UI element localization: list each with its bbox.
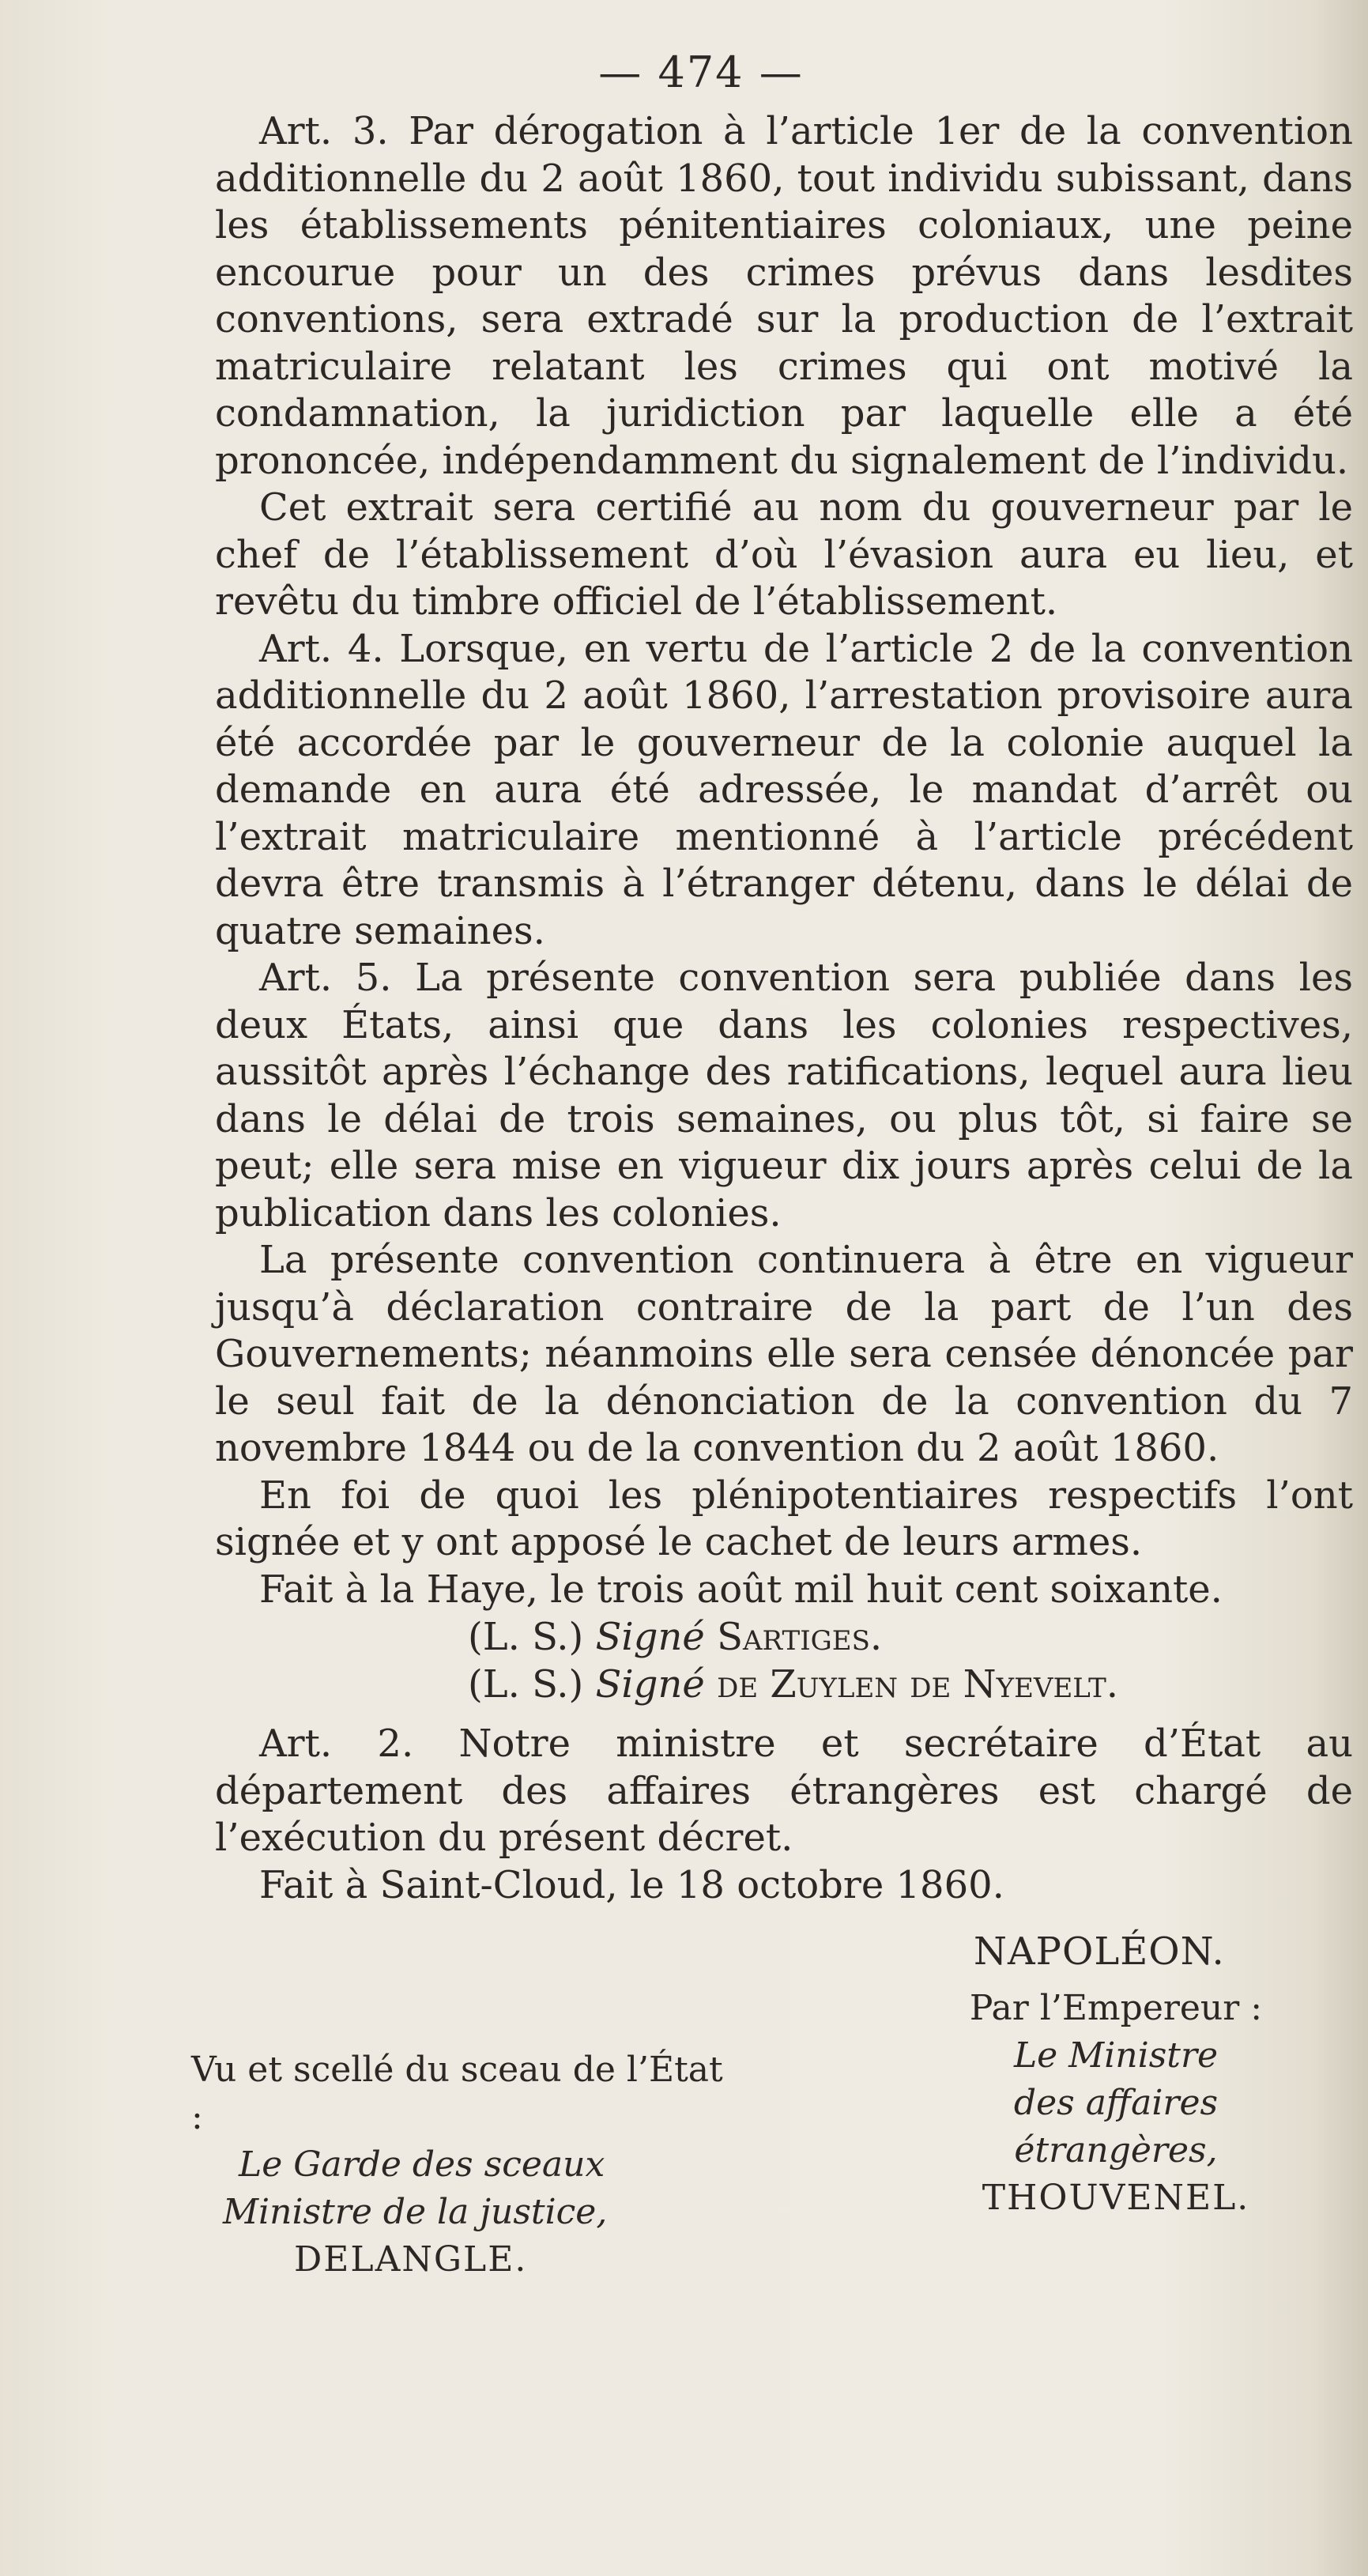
article-2-paragraph: Art. 2. Notre ministre et secrétaire d’État au département des affaires étrangères est chargé de l’exécution du présent décret. (215, 1722, 1353, 1860)
keeper-title: Le Garde des sceaux (239, 2144, 605, 2185)
minister-department: des affaires étrangères, (1013, 2083, 1219, 2171)
seal-mark: (L. S.) (468, 1615, 584, 1659)
certification-paragraph: Cet extrait sera certifié au nom du gouverneur par le chef de l’établissement d’où l’évasion aura eu lieu, et revêtu du timbre officiel de l’établissement. (215, 485, 1353, 624)
signature-sartiges (215, 1613, 1353, 1661)
page-content (191, 47, 1353, 2317)
by-emperor-line: Par l’Empereur : (969, 1988, 1263, 2028)
countersignature-block (191, 1985, 1353, 2317)
witness-paragraph: En foi de quoi les plénipotentiaires respectifs l’ont signée et y ont apposé le cachet de leurs armes. (215, 1473, 1353, 1564)
article-4-paragraph: Art. 4. Lorsque, en vertu de l’article 2 de la convention additionnelle du 2 août 1860, l’arrestation provisoire aura été accordée par le gouverneur de la colonie auquel la demande en aura été adressée, le mandat d’arrêt ou l’extrait matriculaire mentionné à l’article précédent devra être transmis à l’étranger détenu, dans le délai de quatre semaines. (215, 626, 1353, 953)
signatory-name: de Zuylen de Nyevelt. (717, 1662, 1119, 1707)
justice-minister-title: Ministre de la justice, (223, 2192, 608, 2232)
done-at-saint-cloud-line: Fait à Saint-Cloud, le 18 octobre 1860. (259, 1862, 1004, 1907)
signed-label: Signé (595, 1615, 705, 1659)
signatory-name: Sartiges. (717, 1615, 883, 1659)
seal-mark: (L. S.) (468, 1662, 584, 1707)
emperor-signature: NAPOLÉON. (974, 1929, 1225, 1974)
minister-title: Le Ministre (1013, 2035, 1219, 2076)
article-5-paragraph: Art. 5. La présente convention sera publiée dans les deux États, ainsi que dans les colonies respectives, aussitôt après l’échange des ratifications, lequel aura lieu dans le délai de trois semaines, ou plus tôt, si faire se peut; elle sera mise en vigueur dix jours après celui de la publication dans les colonies. (215, 956, 1353, 1235)
signature-zuylen (215, 1661, 1353, 1708)
signed-label: Signé (595, 1662, 705, 1707)
seal-keeper-block (191, 2046, 744, 2284)
article-3-paragraph: Art. 3. Par dérogation à l’article 1er de la convention additionnelle du 2 août 1860, tout individu subissant, dans les établissements pénitentiaires coloniaux, une peine encourue pour un des crimes prévus dans lesdites conventions, sera extradé sur la production de l’extrait matriculaire relatant les crimes qui ont motivé la condamnation, la juridiction par laquelle elle a été prononcée, indépendamment du signalement de l’individu. (215, 109, 1353, 483)
done-at-hague-line: Fait à la Haye, le trois août mil huit cent soixante. (259, 1567, 1223, 1612)
page-number: — 474 — (598, 47, 804, 97)
duration-paragraph: La présente convention continuera à être en vigueur jusqu’à déclaration contraire de la part de l’un des Gouvernements; néanmoins elle sera censée dénoncée par le seul fait de la dénonciation de la convention du 7 novembre 1844 ou de la convention du 2 août 1860. (215, 1238, 1353, 1470)
foreign-minister-block (910, 1985, 1321, 2222)
keeper-name: DELANGLE. (294, 2239, 528, 2280)
sealed-line: Vu et scellé du sceau de l’État : (191, 2050, 723, 2137)
minister-name: THOUVENEL. (982, 2178, 1250, 2218)
